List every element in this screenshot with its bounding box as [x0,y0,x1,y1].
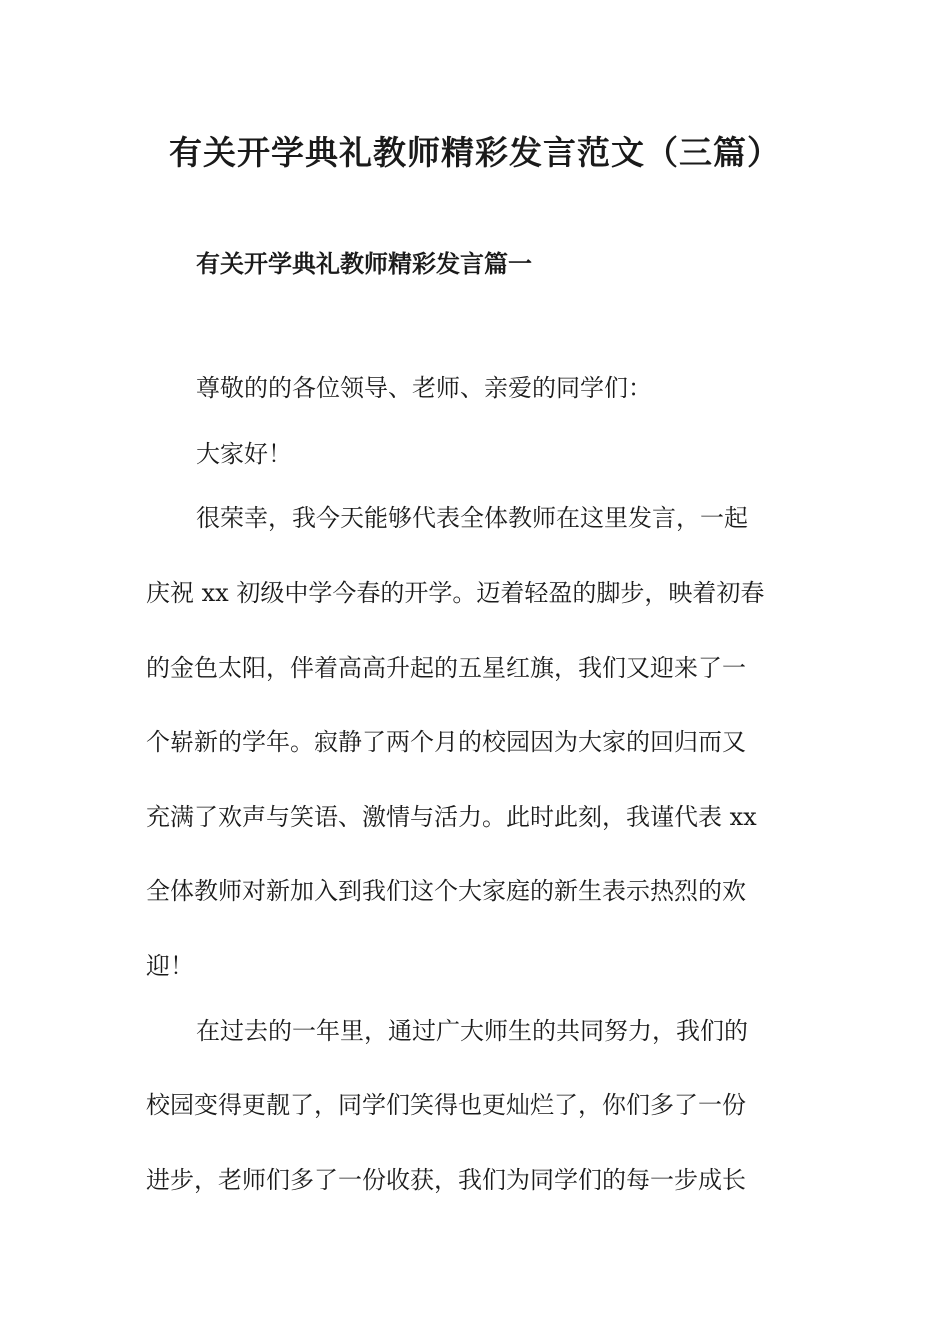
document-title: 有关开学典礼教师精彩发言范文（三篇） [169,133,781,172]
paragraph-line: 迎！ [146,952,194,980]
paragraph-line: 个崭新的学年。寂静了两个月的校园因为大家的回归而又 [146,728,746,756]
greeting-line: 大家好！ [196,440,292,468]
paragraph-line: 校园变得更靓了，同学们笑得也更灿烂了，你们多了一份 [146,1091,746,1119]
paragraph-line: 的金色太阳，伴着高高升起的五星红旗，我们又迎来了一 [146,654,746,682]
salutation-line: 尊敬的的各位领导、老师、亲爱的同学们： [196,374,652,402]
paragraph-line: 在过去的一年里，通过广大师生的共同努力，我们的 [196,1017,748,1045]
paragraph-line: 庆祝 xx 初级中学今春的开学。迈着轻盈的脚步，映着初春 [146,579,765,607]
paragraph-line: 充满了欢声与笑语、激情与活力。此时此刻，我谨代表 xx [146,803,757,831]
paragraph-line: 进步，老师们多了一份收获，我们为同学们的每一步成长 [146,1166,746,1194]
paragraph-line: 全体教师对新加入到我们这个大家庭的新生表示热烈的欢 [146,877,746,905]
paragraph-line: 很荣幸，我今天能够代表全体教师在这里发言，一起 [196,504,748,532]
section-heading: 有关开学典礼教师精彩发言篇一 [196,249,532,278]
